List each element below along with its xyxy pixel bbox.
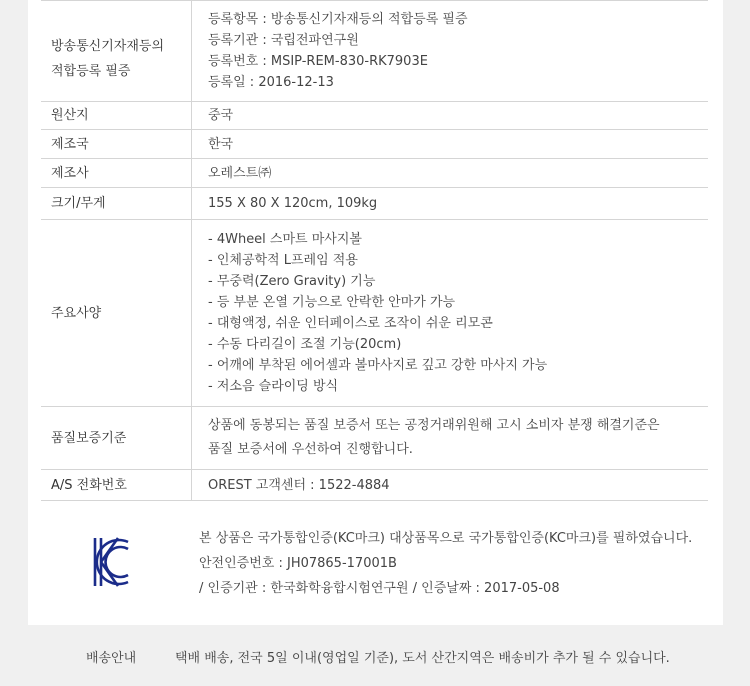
kc-mark-icon: [93, 536, 131, 588]
table-row: [41, 407, 708, 470]
value-line: - 수동 다리길이 조절 기능(20cm): [208, 337, 402, 352]
label-line: 적합등록 필증: [51, 64, 131, 79]
table-row: [41, 159, 708, 188]
spec-table: [41, 0, 708, 501]
row-label: 주요사양: [41, 220, 192, 407]
table-row: [41, 188, 708, 220]
kc-certification: [28, 506, 723, 616]
row-value: [192, 220, 709, 407]
table-row: [41, 1, 708, 102]
row-label: A/S 전화번호: [41, 470, 192, 501]
table-row: [41, 220, 708, 407]
row-label: 제조국: [41, 130, 192, 159]
table-row: [41, 102, 708, 130]
value-line: 등록번호 : MSIP-REM-830-RK7903E: [208, 54, 428, 69]
value-line: - 저소음 슬라이딩 방식: [208, 379, 339, 394]
row-value: OREST 고객센터 : 1522-4884: [192, 470, 709, 501]
row-value: 한국: [192, 130, 709, 159]
row-label: 제조사: [41, 159, 192, 188]
table-row: [41, 470, 708, 501]
row-value: 오레스트㈜: [192, 159, 709, 188]
table-row: [41, 130, 708, 159]
label-line: 방송통신기자재등의: [51, 39, 165, 54]
row-label: 크기/무게: [41, 188, 192, 220]
shipping-text: 택배 배송, 전국 5일 이내(영업일 기준), 도서 산간지역은 배송비가 추가 될 수 있습니다.: [175, 651, 670, 666]
value-line: - 대형액정, 쉬운 인터페이스로 조작이 쉬운 리모콘: [208, 316, 493, 331]
row-label: 품질보증기준: [41, 407, 192, 470]
value-line: 상품에 동봉되는 품질 보증서 또는 공정거래위원해 고시 소비자 분쟁 해결기준은: [208, 418, 660, 433]
value-line: 등록기관 : 국립전파연구원: [208, 33, 359, 48]
kc-text: [199, 526, 692, 601]
row-value: 중국: [192, 102, 709, 130]
value-line: 품질 보증서에 우선하여 진행합니다.: [208, 442, 413, 457]
row-value: [192, 407, 709, 470]
row-label: [41, 1, 192, 102]
value-line: - 등 부분 온열 기능으로 안락한 안마가 가능: [208, 295, 456, 310]
shipping-info: [0, 625, 750, 686]
row-label: 원산지: [41, 102, 192, 130]
row-value: [192, 1, 709, 102]
kc-line: / 인증기관 : 한국화학융합시험연구원 / 인증날짜 : 2017-05-08: [199, 581, 560, 596]
value-line: - 무중력(Zero Gravity) 기능: [208, 274, 376, 289]
value-line: - 인체공학적 L프레임 적용: [208, 253, 358, 268]
value-line: - 어깨에 부착된 에어셀과 볼마사지로 깊고 강한 마사지 가능: [208, 358, 548, 373]
value-line: 등록항목 : 방송통신기자재등의 적합등록 필증: [208, 12, 468, 27]
kc-line: 안전인증번호 : JH07865-17001B: [199, 556, 397, 571]
shipping-label: 배송안내: [86, 651, 137, 666]
spec-card: [28, 0, 723, 625]
value-line: - 4Wheel 스마트 마사지볼: [208, 232, 362, 247]
kc-line: 본 상품은 국가통합인증(KC마크) 대상품목으로 국가통합인증(KC마크)를 필하였습니다.: [199, 531, 693, 546]
row-value: 155 X 80 X 120cm, 109kg: [192, 188, 709, 220]
value-line: 등록일 : 2016-12-13: [208, 75, 334, 90]
